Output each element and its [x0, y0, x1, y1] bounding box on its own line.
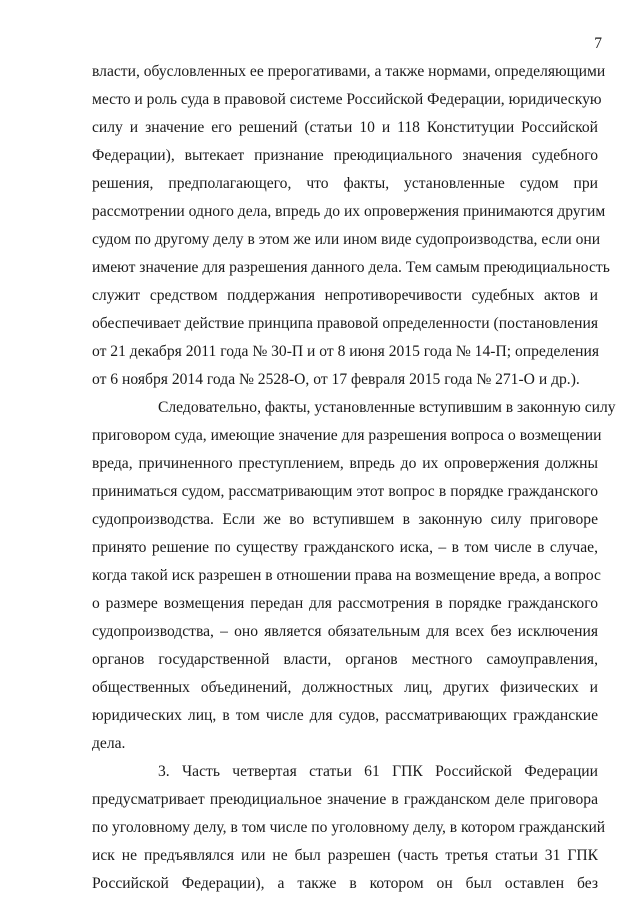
text-line: судопроизводства, – оно является обязательным для всех без исключения	[92, 623, 598, 640]
text-line: судом по другому делу в этом же или ином виде судопроизводства, если они	[92, 231, 601, 248]
text-line: рассмотрении одного дела, впредь до их опровержения принимаются другим	[92, 203, 606, 220]
text-line: место и роль суда в правовой системе Российской Федерации, юридическую	[92, 91, 602, 108]
text-line: когда такой иск разрешен в отношении права на возмещение вреда, а вопрос	[92, 567, 601, 584]
text-line: приговором суда, имеющие значение для разрешения вопроса о возмещении	[92, 427, 602, 444]
text-line: органов государственной власти, органов местного самоуправления,	[92, 651, 598, 668]
text-line: судопроизводства. Если же во вступившем в законную силу приговоре	[92, 511, 598, 528]
text-line: от 6 ноября 2014 года № 2528-О, от 17 февраля 2015 года № 271-О и др.).	[92, 371, 580, 388]
text-line: Российской Федерации), а также в котором он был оставлен без	[92, 875, 598, 892]
text-line: предусматривает преюдициальное значение в гражданском деле приговора	[92, 791, 598, 808]
text-line: служит средством поддержания непротиворечивости судебных актов и	[92, 287, 598, 304]
text-line: по уголовному делу, в том числе по уголовному делу, в котором гражданский	[92, 819, 606, 836]
text-line: вреда, причиненного преступлением, впредь до их опровержения должны	[92, 455, 598, 472]
text-line: принято решение по существу гражданского иска, – в том числе в случае,	[92, 539, 598, 556]
text-line: имеют значение для разрешения данного дела. Тем самым преюдициальность	[92, 259, 610, 276]
text-line: решения, предполагающего, что факты, установленные судом при	[92, 175, 598, 192]
text-line: дела.	[92, 735, 126, 752]
text-line: силу и значение его решений (статьи 10 и 118 Конституции Российской	[92, 119, 598, 136]
text-line: Следовательно, факты, установленные вступившим в законную силу	[158, 399, 616, 416]
text-line: власти, обусловленных ее прерогативами, а также нормами, определяющими	[92, 63, 606, 80]
text-line: приниматься судом, рассматривающим этот вопрос в порядке гражданского	[92, 483, 598, 500]
text-line: Федерации), вытекает признание преюдициального значения судебного	[92, 147, 598, 164]
text-line: 3. Часть четвертая статьи 61 ГПК Российской Федерации	[158, 763, 598, 780]
text-line: от 21 декабря 2011 года № 30-П и от 8 июня 2015 года № 14-П; определения	[92, 343, 600, 360]
page-number: 7	[594, 35, 602, 52]
text-line: юридических лиц, в том числе для судов, рассматривающих гражданские	[92, 707, 598, 724]
text-line: о размере возмещения передан для рассмотрения в порядке гражданского	[92, 595, 598, 612]
text-line: обеспечивает действие принципа правовой определенности (постановления	[92, 315, 598, 332]
text-line: общественных объединений, должностных лиц, других физических и	[92, 679, 598, 696]
text-line: иск не предъявлялся или не был разрешен (часть третья статьи 31 ГПК	[92, 847, 598, 864]
